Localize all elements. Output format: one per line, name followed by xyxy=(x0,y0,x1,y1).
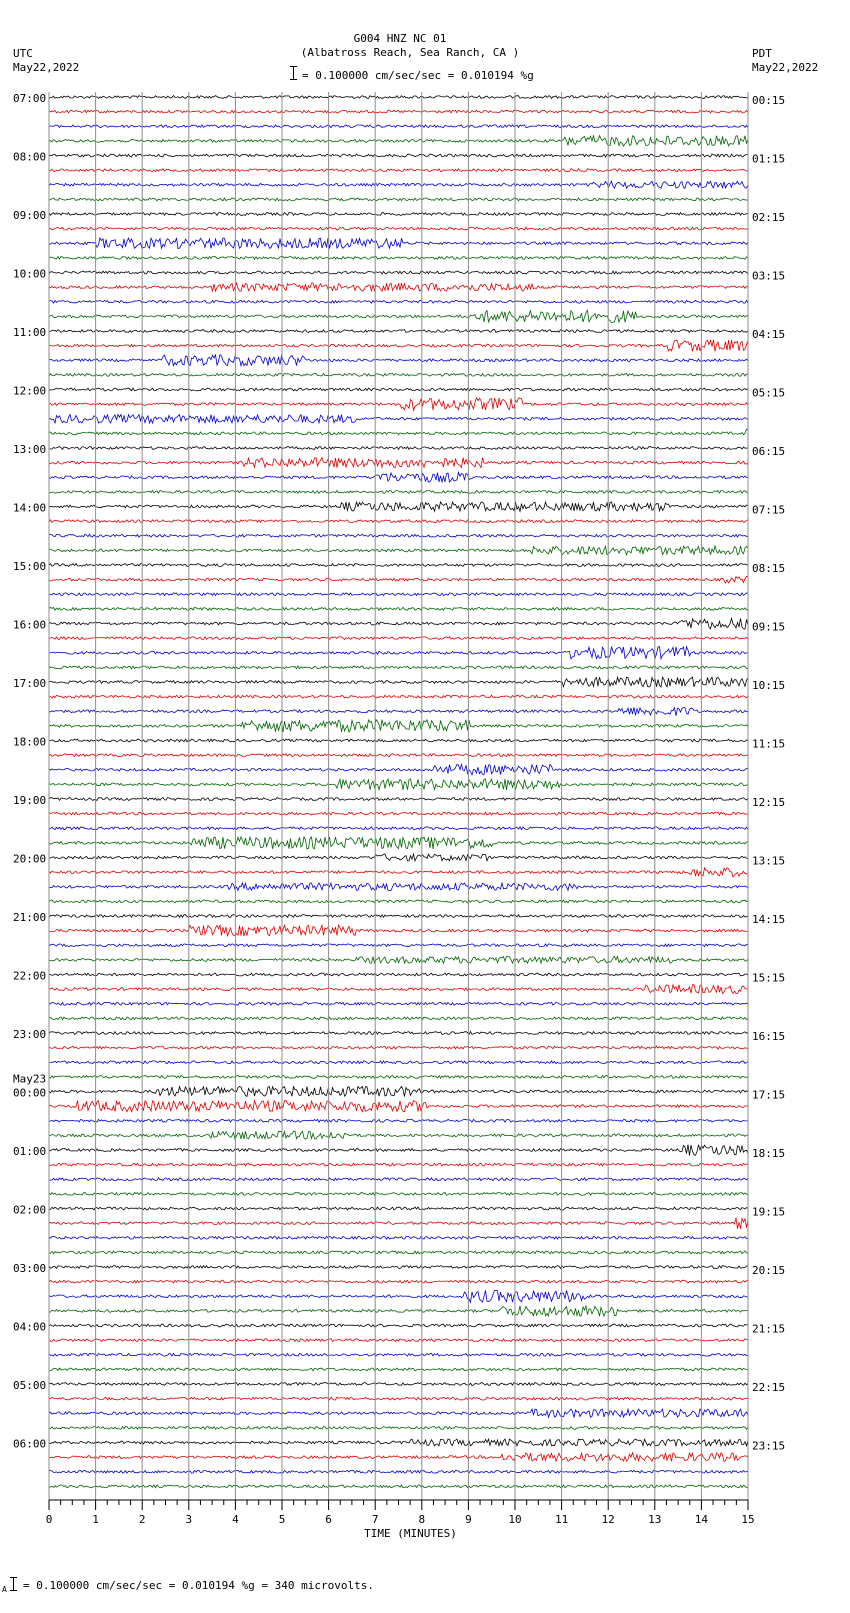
utc-label: UTC xyxy=(13,47,33,60)
seismic-trace xyxy=(49,1485,748,1488)
utc-time-label: 06:00 xyxy=(13,1437,47,1451)
seismic-trace xyxy=(49,944,748,947)
utc-time-label: 07:00 xyxy=(13,92,47,105)
seismic-trace xyxy=(49,1061,748,1064)
pdt-time-label: 12:15 xyxy=(752,796,786,809)
seismic-trace xyxy=(49,812,748,815)
utc-time-label: 16:00 xyxy=(13,618,47,632)
seismic-trace xyxy=(49,647,748,659)
utc-time-label: 02:00 xyxy=(13,1203,47,1217)
seismic-trace xyxy=(49,593,748,596)
utc-time-label: 10:00 xyxy=(13,267,47,281)
seismic-trace xyxy=(49,340,748,352)
seismic-trace xyxy=(49,213,748,216)
seismic-trace xyxy=(49,1207,748,1210)
station-subtitle: (Albatross Reach, Sea Ranch, CA ) xyxy=(300,46,520,59)
seismic-trace xyxy=(49,1251,748,1254)
pdt-time-label: 04:15 xyxy=(752,328,786,341)
x-tick-label: 11 xyxy=(554,1513,569,1526)
seismic-trace xyxy=(49,181,748,188)
seismic-trace xyxy=(49,779,748,790)
pdt-time-label: 20:15 xyxy=(752,1264,786,1277)
seismic-trace xyxy=(49,837,748,849)
seismic-trace xyxy=(49,227,748,230)
x-tick-label: 1 xyxy=(92,1513,99,1526)
pdt-time-label: 08:15 xyxy=(752,562,786,575)
x-tick-label: 14 xyxy=(694,1513,709,1526)
x-tick-label: 3 xyxy=(185,1513,193,1526)
pdt-time-label: 03:15 xyxy=(752,269,786,283)
seismic-trace xyxy=(49,1266,748,1269)
pdt-time-label: 14:15 xyxy=(752,913,786,926)
utc-time-label: 03:00 xyxy=(13,1262,47,1275)
seismic-trace xyxy=(49,330,748,333)
pdt-time-label: 15:15 xyxy=(752,971,786,985)
seismic-trace xyxy=(49,883,748,891)
seismic-trace xyxy=(49,925,748,936)
seismic-trace xyxy=(49,868,748,877)
seismic-trace xyxy=(49,576,748,583)
seismic-trace xyxy=(49,915,748,918)
utc-time-label: 23:00 xyxy=(13,1028,47,1041)
seismic-trace xyxy=(49,1280,748,1283)
utc-time-label: 11:00 xyxy=(13,326,47,339)
seismic-trace xyxy=(49,398,748,410)
pdt-time-label: 18:15 xyxy=(752,1147,786,1160)
x-tick-label: 5 xyxy=(278,1513,286,1526)
x-tick-label: 0 xyxy=(45,1513,53,1526)
seismic-trace xyxy=(49,1119,748,1122)
utc-time-label: 09:00 xyxy=(13,209,47,222)
utc-time-label: 00:00 xyxy=(13,1086,47,1100)
seismic-trace xyxy=(49,827,748,830)
seismic-trace xyxy=(49,608,748,611)
utc-time-label: 04:00 xyxy=(13,1320,47,1334)
seismic-trace xyxy=(49,985,748,994)
station-title: G004 HNZ NC 01 xyxy=(353,32,447,45)
seismic-trace xyxy=(49,257,748,260)
seismic-trace xyxy=(49,1032,748,1035)
x-tick-label: 4 xyxy=(232,1513,239,1526)
seismic-trace xyxy=(49,695,748,698)
seismic-trace xyxy=(49,1353,748,1356)
seismic-trace xyxy=(49,1324,748,1327)
seismic-trace xyxy=(49,1046,748,1049)
footer-prefix: A xyxy=(2,1585,7,1594)
pdt-time-label: 01:15 xyxy=(752,152,786,166)
pdt-time-label: 23:15 xyxy=(752,1439,786,1453)
seismic-trace xyxy=(49,1306,748,1316)
pdt-time-label: 02:15 xyxy=(752,211,786,224)
seismic-trace xyxy=(49,300,748,303)
seismic-trace xyxy=(49,534,748,537)
seismic-trace xyxy=(49,754,748,757)
seismic-trace xyxy=(49,96,748,99)
pdt-time-label: 11:15 xyxy=(752,737,786,751)
x-tick-label: 10 xyxy=(508,1513,522,1526)
seismic-trace xyxy=(49,271,748,274)
seismic-trace xyxy=(49,310,748,322)
utc-time-label: 18:00 xyxy=(13,735,47,749)
seismic-trace xyxy=(49,854,748,861)
utc-time-label: 08:00 xyxy=(13,150,47,164)
seismic-trace xyxy=(49,1076,748,1079)
utc-time-label: 01:00 xyxy=(13,1145,47,1158)
seismic-trace xyxy=(49,125,748,128)
seismic-trace xyxy=(49,491,748,494)
utc-time-label: 05:00 xyxy=(13,1379,47,1392)
seismic-trace xyxy=(49,1290,748,1302)
x-tick-label: 7 xyxy=(371,1513,379,1526)
seismic-trace xyxy=(49,637,748,640)
pdt-time-label: 22:15 xyxy=(752,1381,786,1394)
x-tick-label: 8 xyxy=(418,1513,426,1526)
x-tick-label: 15 xyxy=(741,1513,755,1526)
seismic-trace xyxy=(49,1453,748,1462)
footer-scale-text: = 0.100000 cm/sec/sec = 0.010194 %g = 340 microvolts. xyxy=(23,1579,374,1592)
seismic-trace xyxy=(49,956,748,963)
seismic-trace xyxy=(49,1101,748,1112)
footer-scale-bar-icon xyxy=(13,1577,14,1591)
seismic-trace xyxy=(49,618,748,629)
pdt-time-label: 19:15 xyxy=(752,1205,786,1219)
seismic-trace xyxy=(49,429,748,435)
seismic-trace xyxy=(49,1163,748,1166)
seismic-trace xyxy=(49,355,748,366)
pdt-time-label: 00:15 xyxy=(752,94,786,107)
utc-time-label: 14:00 xyxy=(13,501,47,515)
seismic-trace xyxy=(49,110,748,113)
x-tick-label: 2 xyxy=(138,1513,146,1526)
seismic-trace xyxy=(49,1368,748,1371)
seismic-trace xyxy=(49,739,748,742)
x-tick-label: 9 xyxy=(465,1513,472,1526)
seismic-trace xyxy=(49,458,748,468)
pdt-time-label: 06:15 xyxy=(752,445,786,458)
pdt-time-label: 16:15 xyxy=(752,1030,786,1043)
x-tick-label: 13 xyxy=(648,1513,662,1526)
pdt-time-label: 13:15 xyxy=(752,854,786,868)
seismic-trace xyxy=(49,798,748,801)
pdt-time-label: 09:15 xyxy=(752,620,786,634)
seismic-trace xyxy=(49,1218,748,1229)
pdt-time-label: 17:15 xyxy=(752,1088,786,1102)
seismic-trace xyxy=(49,707,748,716)
seismic-trace xyxy=(49,720,748,732)
seismic-trace xyxy=(49,1193,748,1196)
seismic-trace xyxy=(49,900,748,903)
seismic-trace xyxy=(49,1397,748,1400)
pdt-time-label: 10:15 xyxy=(752,679,786,692)
utc-time-label: 22:00 xyxy=(13,969,47,983)
utc-date: May22,2022 xyxy=(13,61,80,74)
seismic-trace xyxy=(49,1131,748,1139)
seismic-trace xyxy=(49,154,748,157)
seismic-trace xyxy=(49,973,748,976)
x-axis-label: TIME (MINUTES) xyxy=(364,1527,457,1540)
x-tick-label: 12 xyxy=(601,1513,615,1526)
seismic-trace xyxy=(49,414,748,423)
pdt-label: PDT xyxy=(752,47,772,60)
seismic-trace xyxy=(49,1145,748,1156)
seismic-trace xyxy=(49,666,748,669)
seismic-trace xyxy=(49,1086,748,1096)
pdt-time-label: 21:15 xyxy=(752,1322,786,1336)
utc-time-label: 19:00 xyxy=(13,794,47,807)
seismic-trace xyxy=(49,520,748,523)
pdt-time-label: 05:15 xyxy=(752,386,786,400)
seismic-trace xyxy=(49,374,748,377)
seismic-trace xyxy=(49,546,748,555)
x-tick-label: 6 xyxy=(325,1513,332,1526)
seismic-trace xyxy=(49,283,748,291)
seismic-trace xyxy=(49,502,748,511)
seismic-trace xyxy=(49,1236,748,1239)
seismic-trace xyxy=(49,447,748,450)
seismic-trace xyxy=(49,1178,748,1181)
seismic-trace xyxy=(49,1427,748,1430)
seismic-trace xyxy=(49,136,748,146)
seismic-trace xyxy=(49,169,748,172)
utc-time-label: 20:00 xyxy=(13,852,47,866)
seismic-trace xyxy=(49,564,748,567)
utc-time-label: 13:00 xyxy=(13,443,47,456)
seismic-trace xyxy=(49,1383,748,1386)
seismic-trace xyxy=(49,1002,748,1005)
seismic-trace xyxy=(49,677,748,687)
date-change-label: May23 xyxy=(13,1072,47,1086)
seismic-trace xyxy=(49,388,748,391)
seismic-trace xyxy=(49,238,748,249)
utc-time-label: 17:00 xyxy=(13,677,47,690)
utc-time-label: 15:00 xyxy=(13,560,47,573)
seismic-trace xyxy=(49,1017,748,1020)
utc-time-label: 12:00 xyxy=(13,384,47,398)
scale-text: = 0.100000 cm/sec/sec = 0.010194 %g xyxy=(302,69,534,82)
seismic-trace xyxy=(49,1470,748,1473)
utc-time-label: 21:00 xyxy=(13,911,47,924)
seismic-trace xyxy=(49,1409,748,1417)
seismic-trace xyxy=(49,1339,748,1342)
seismic-trace xyxy=(49,764,748,775)
seismic-trace xyxy=(49,198,748,201)
pdt-time-label: 07:15 xyxy=(752,503,786,517)
seismic-trace xyxy=(49,472,748,482)
seismic-trace xyxy=(49,1439,748,1446)
pdt-date: May22,2022 xyxy=(752,61,819,74)
